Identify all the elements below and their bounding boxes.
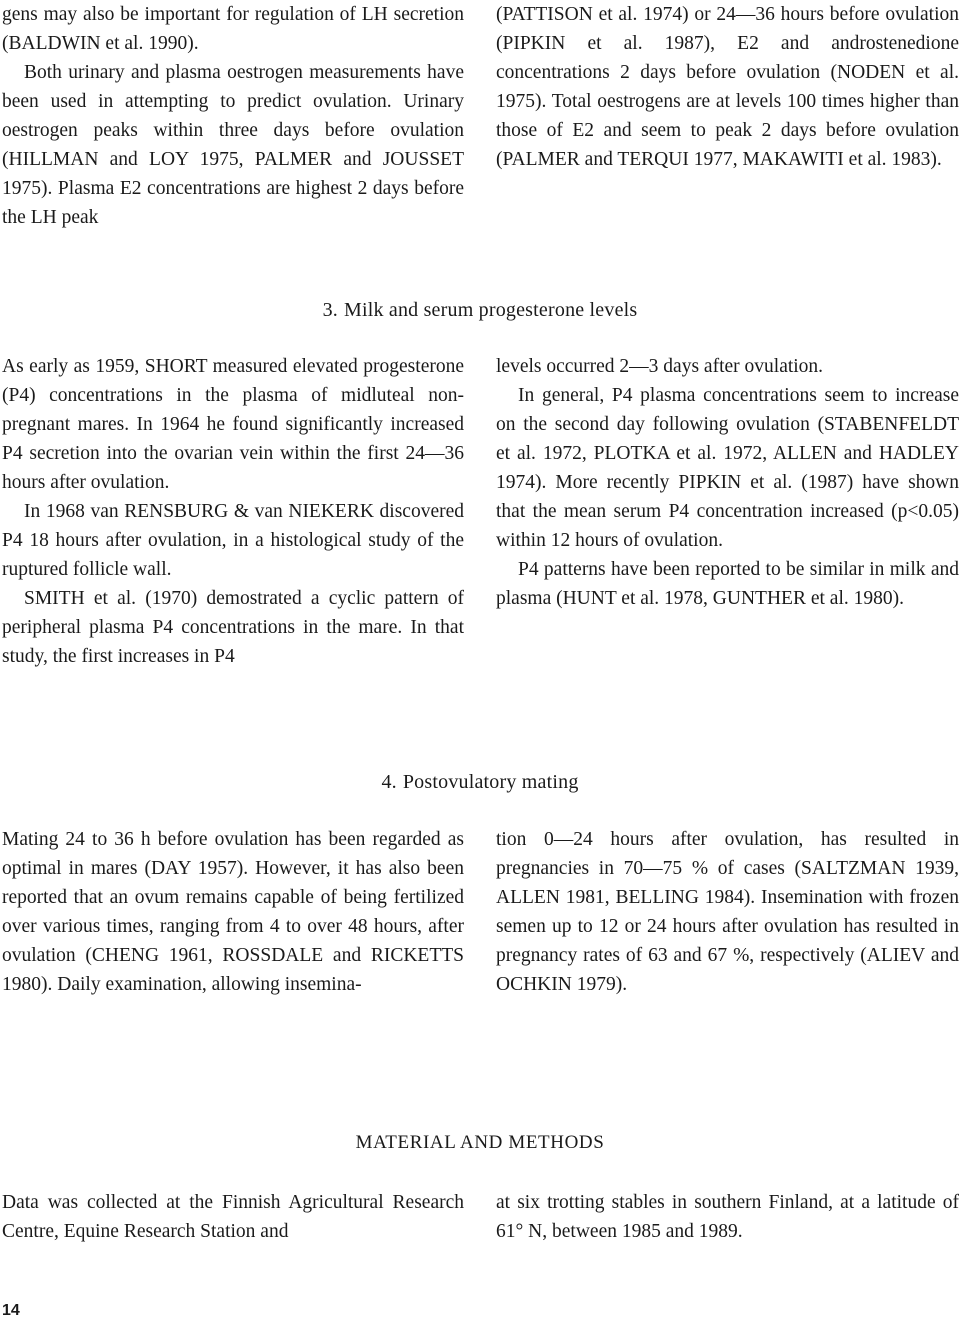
paragraph: In general, P4 plasma concentrations seem to increase on the second day following ovulation (STABENFELDT et al. 1972, PLOTKA et al. 1972, ALLEN and HADLEY 1974). More recently PIPKIN et al. (1987) have shown that the mean serum P4 concentration increased (p<0.05) within 12 hours of ovulation. xyxy=(496,385,959,551)
paragraph: Both urinary and plasma oestrogen measurements have been used in attempting to predict ovulation. Urinary oestrogen peaks within three days before ovulation (HILLMAN and LOY 1975, PALMER and JOUSSET 1975). Plasma E2 concentrations are highest 2 days before the LH peak xyxy=(2,62,464,228)
section-4-heading xyxy=(0,768,960,796)
section-3-left-column xyxy=(2,352,464,671)
paragraph: In 1968 van RENSBURG & van NIEKERK discovered P4 18 hours after ovulation, in a histological study of the ruptured follicle wall. xyxy=(2,501,464,580)
methods-right-column xyxy=(496,1188,959,1246)
paragraph: P4 patterns have been reported to be similar in milk and plasma (HUNT et al. 1978, GUNTHER et al. 1980). xyxy=(496,559,959,609)
section-title: Milk and serum progesterone levels xyxy=(344,299,638,321)
paragraph: tion 0—24 hours after ovulation, has resulted in pregnancies in 70—75 % of cases (SALTZMAN 1939, ALLEN 1981, BELLING 1984). Insemination with frozen semen up to 12 or 24 hours after ovulation has resulted in pregnancy rates of 63 and 67 %, respectively (ALIEV and OCHKIN 1979). xyxy=(496,829,959,995)
section-number: 4. xyxy=(381,771,397,793)
paragraph: Mating 24 to 36 h before ovulation has been regarded as optimal in mares (DAY 1957). However, it has also been reported that an ovum remains capable of being fertilized over various times, ranging from 4 to over 48 hours, after ovulation (CHENG 1961, ROSSDALE and RICKETTS 1980). Daily examination, allowing insemina- xyxy=(2,829,464,995)
paragraph: levels occurred 2—3 days after ovulation. xyxy=(496,356,824,377)
paragraph: at six trotting stables in southern Finland, at a latitude of 61° N, between 1985 and 1989. xyxy=(496,1192,959,1242)
paragraph: Data was collected at the Finnish Agricultural Research Centre, Equine Research Station and xyxy=(2,1192,464,1242)
paragraph: As early as 1959, SHORT measured elevated progesterone (P4) concentrations in the plasma of midluteal non-pregnant mares. In 1964 he found significantly increased P4 secretion into the ovarian vein within the first 24—36 hours after ovulation. xyxy=(2,356,464,493)
top-left-column xyxy=(2,0,464,232)
section-number: 3. xyxy=(322,299,338,321)
methods-left-column xyxy=(2,1188,464,1246)
section-3-heading xyxy=(0,296,960,324)
methods-heading xyxy=(0,1129,960,1157)
page-number: 14 xyxy=(2,1302,20,1319)
section-4-left-column xyxy=(2,825,464,999)
paragraph: gens may also be important for regulation of LH secretion (BALDWIN et al. 1990). xyxy=(2,4,464,54)
section-3-right-column xyxy=(496,352,959,613)
section-title: Postovulatory mating xyxy=(402,771,579,793)
top-right-column xyxy=(496,0,959,174)
paragraph: SMITH et al. (1970) demostrated a cyclic pattern of peripheral plasma P4 concentrations in the mare. In that study, the first increases in P4 xyxy=(2,588,464,667)
section-title: MATERIAL AND METHODS xyxy=(355,1132,605,1153)
section-4-right-column xyxy=(496,825,959,999)
paragraph: (PATTISON et al. 1974) or 24—36 hours before ovulation (PIPKIN et al. 1987), E2 and androstenedione concentrations 2 days before ovulation (NODEN et al. 1975). Total oestrogens are at levels 100 times higher than those of E2 and seem to peak 2 days before ovulation (PALMER and TERQUI 1977, MAKAWITI et al. 1983). xyxy=(496,4,959,170)
